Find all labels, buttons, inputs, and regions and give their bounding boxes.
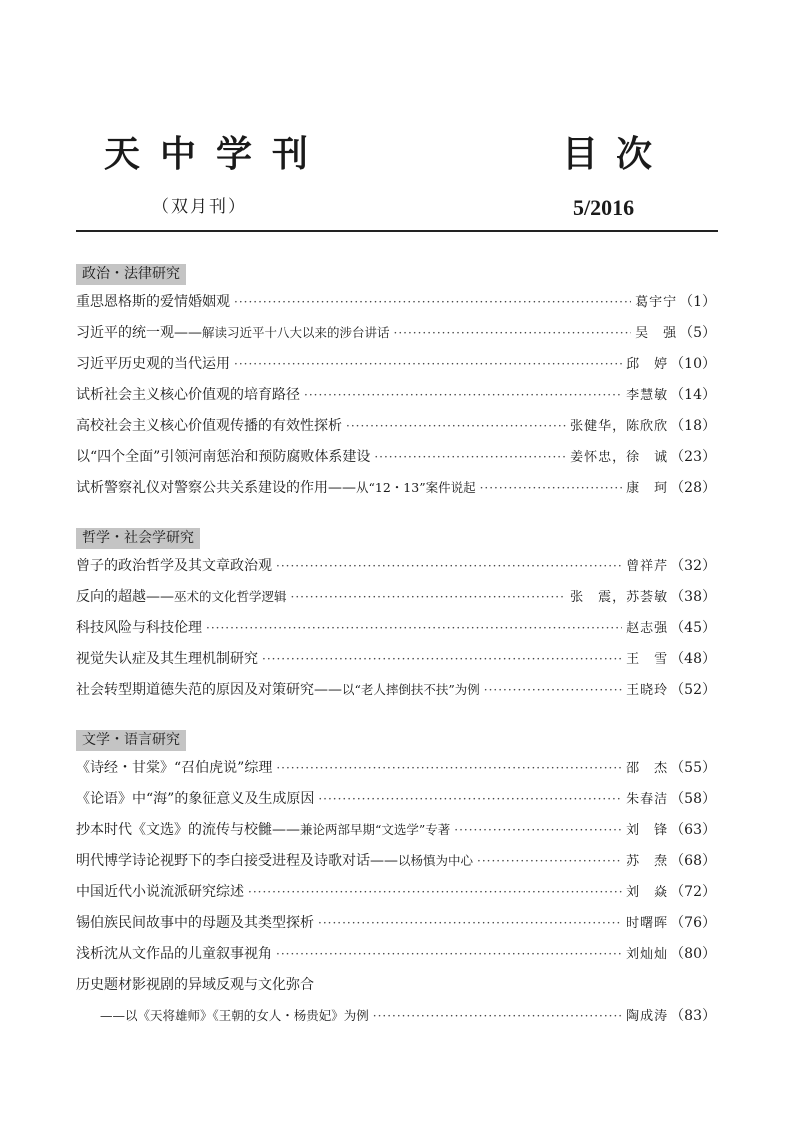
entry-subtitle: ——以《天将雄师》《王朝的女人・杨贵妃》为例 [100, 1008, 369, 1023]
leader-dots [276, 947, 622, 961]
toc-entry[interactable] [76, 850, 716, 881]
entry-author: 刘 锋 [626, 823, 669, 838]
entry-author: 葛宇宁 [635, 295, 678, 310]
entry-title: 曾子的政治哲学及其文章政治观 [76, 558, 272, 574]
header-rule [76, 230, 718, 232]
section-philosophy-sociology [76, 527, 716, 710]
toc-entry[interactable] [76, 788, 716, 819]
leader-dots [304, 388, 622, 402]
toc-entry[interactable] [76, 819, 716, 850]
entry-title: 习近平历史观的当代运用 [76, 356, 230, 372]
entry-author: 曾祥芹 [626, 559, 669, 574]
toc-entry[interactable] [76, 943, 716, 974]
entry-title: 视觉失认症及其生理机制研究 [76, 651, 258, 667]
toc-entry-continuation[interactable] [76, 1005, 716, 1036]
entry-author: 朱春洁 [626, 792, 669, 807]
entry-page: （63） [670, 822, 716, 838]
entry-page: （1） [679, 294, 716, 310]
leader-dots [234, 357, 622, 371]
entry-page: （76） [670, 915, 716, 931]
entry-author: 王 雪 [626, 652, 669, 667]
leader-dots [374, 450, 566, 464]
entry-author: 邵 杰 [626, 761, 669, 776]
leader-dots [234, 295, 631, 309]
entry-title: 试析警察礼仪对警察公共关系建设的作用——从“12・13”案件说起 [76, 480, 476, 496]
entry-title: 明代博学诗论视野下的李白接受进程及诗歌对话——以杨慎为中心 [76, 853, 474, 869]
entry-author: 张健华，陈欣欣 [570, 419, 669, 434]
entry-page: （83） [670, 1008, 716, 1024]
entry-page: （38） [670, 589, 716, 605]
entry-author: 刘 焱 [626, 885, 669, 900]
section-heading: 政治・法律研究 [76, 264, 186, 285]
entry-title: 社会转型期道德失范的原因及对策研究——以“老人摔倒扶不扶”为例 [76, 682, 480, 698]
entry-author: 邱 婷 [626, 357, 669, 372]
entry-title: 《论语》中“海”的象征意义及生成原因 [76, 791, 315, 807]
toc-entry[interactable] [76, 757, 716, 788]
entry-page: （72） [670, 884, 716, 900]
entry-title: 科技风险与科技伦理 [76, 620, 202, 636]
entry-page: （5） [679, 325, 716, 341]
entry-page: （58） [670, 791, 716, 807]
entry-author: 时曙晖 [626, 916, 669, 931]
toc-entry[interactable] [76, 291, 716, 322]
leader-dots [291, 590, 567, 604]
toc-entry[interactable] [76, 586, 716, 617]
entry-page: （45） [670, 620, 716, 636]
entry-author: 李慧敏 [626, 388, 669, 403]
toc-entry[interactable] [76, 415, 716, 446]
entry-author: 吴 强 [635, 326, 678, 341]
entry-title: 高校社会主义核心价值观传播的有效性探析 [76, 418, 342, 434]
toc-title: 目次 [562, 134, 671, 175]
toc-entry[interactable] [76, 912, 716, 943]
entry-page: （18） [670, 418, 716, 434]
entry-page: （55） [670, 760, 716, 776]
entry-page: （80） [670, 946, 716, 962]
leader-dots [346, 419, 566, 433]
section-literature-language [76, 729, 716, 1036]
entry-page: （52） [670, 682, 716, 698]
entry-title: 锡伯族民间故事中的母题及其类型探析 [76, 915, 314, 931]
section-politics-law [76, 263, 716, 508]
leader-dots [394, 326, 632, 340]
leader-dots [480, 481, 623, 495]
entry-author: 张 震，苏荟敏 [570, 590, 669, 605]
entry-page: （68） [670, 853, 716, 869]
leader-dots [454, 823, 622, 837]
entry-page: （48） [670, 651, 716, 667]
entry-page: （14） [670, 387, 716, 403]
leader-dots [318, 916, 622, 930]
toc-entry[interactable] [76, 384, 716, 415]
toc-entry[interactable] [76, 353, 716, 384]
entry-title: 浅析沈从文作品的儿童叙事视角 [76, 946, 272, 962]
leader-dots [373, 1009, 622, 1023]
entry-page: （10） [670, 356, 716, 372]
entry-page: （28） [670, 480, 716, 496]
toc-entry[interactable] [76, 617, 716, 648]
entry-author: 刘灿灿 [626, 947, 669, 962]
entry-title: 反向的超越——巫术的文化哲学逻辑 [76, 589, 287, 605]
toc-entry[interactable] [76, 679, 716, 710]
toc-entry-title-only[interactable] [76, 974, 716, 1005]
issue-number: 5/2016 [573, 195, 635, 220]
toc-entry[interactable] [76, 881, 716, 912]
leader-dots [276, 559, 622, 573]
entry-page: （23） [670, 449, 716, 465]
toc-entry[interactable] [76, 322, 716, 353]
entry-author: 姜怀忠，徐 诚 [570, 450, 669, 465]
toc-entry[interactable] [76, 477, 716, 508]
entry-page: （32） [670, 558, 716, 574]
entry-author: 苏 焘 [626, 854, 669, 869]
entry-author: 王晓玲 [626, 683, 669, 698]
leader-dots [276, 761, 622, 775]
toc-entry[interactable] [76, 446, 716, 477]
leader-dots [484, 683, 622, 697]
entry-title: 习近平的统一观——解读习近平十八大以来的涉台讲话 [76, 325, 390, 341]
leader-dots [262, 652, 622, 666]
section-heading: 文学・语言研究 [76, 730, 186, 751]
entry-title: 抄本时代《文选》的流传与校雠——兼论两部早期“文选学”专著 [76, 822, 451, 838]
journal-name: 天中学刊 [104, 134, 329, 175]
entry-title: 试析社会主义核心价值观的培育路径 [76, 387, 300, 403]
toc-entry[interactable] [76, 648, 716, 679]
entry-title: 历史题材影视剧的异域反观与文化弥合 [76, 977, 314, 993]
leader-dots [477, 854, 622, 868]
entry-author: 赵志强 [626, 621, 669, 636]
section-heading: 哲学・社会学研究 [76, 528, 200, 549]
entry-title: 重思恩格斯的爱情婚姻观 [76, 294, 230, 310]
leader-dots [206, 621, 622, 635]
leader-dots [318, 792, 622, 806]
leader-dots [248, 885, 622, 899]
entry-title: 中国近代小说流派研究综述 [76, 884, 244, 900]
entry-author: 陶成涛 [626, 1009, 669, 1024]
entry-author: 康 珂 [626, 481, 669, 496]
toc-entry[interactable] [76, 555, 716, 586]
entry-title: 《诗经・甘棠》“召伯虎说”综理 [76, 760, 273, 776]
entry-title: 以“四个全面”引领河南惩治和预防腐败体系建设 [76, 449, 371, 465]
publication-frequency: （双月刊） [152, 197, 247, 217]
